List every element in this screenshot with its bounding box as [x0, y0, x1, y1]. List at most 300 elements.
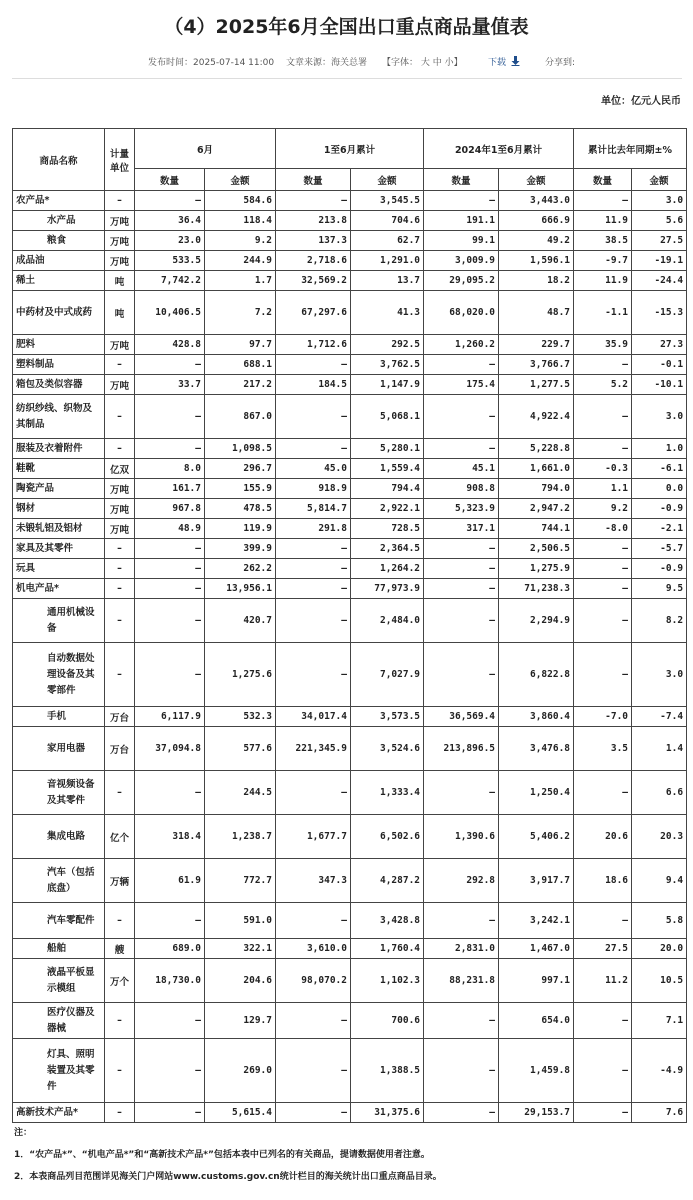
cell-ay: 728.5: [351, 519, 424, 539]
cell-qy: –: [276, 1003, 351, 1039]
cell-ay: 3,428.8: [351, 903, 424, 939]
cell-ay: 4,287.2: [351, 859, 424, 903]
cell-qp: 99.1: [424, 231, 499, 251]
cell-product-name: 汽车（包括底盘）: [13, 859, 105, 903]
cell-a6: 13,956.1: [205, 579, 276, 599]
cell-ap: 3,860.4: [499, 707, 574, 727]
header-amt: 金额: [205, 169, 276, 191]
cell-unit: –: [105, 1103, 135, 1123]
cell-product-name: 箱包及类似容器: [13, 375, 105, 395]
cell-pq: –: [574, 559, 632, 579]
cell-a6: 399.9: [205, 539, 276, 559]
cell-qy: 918.9: [276, 479, 351, 499]
cell-q6: 8.0: [135, 459, 205, 479]
cell-pq: 18.6: [574, 859, 632, 903]
table-row: [13, 355, 687, 375]
cell-product-name: 音视频设备及其零件: [13, 771, 105, 815]
cell-a6: 688.1: [205, 355, 276, 375]
cell-unit: –: [105, 599, 135, 643]
cell-pa: -10.1: [632, 375, 687, 395]
cell-qy: 184.5: [276, 375, 351, 395]
cell-a6: 772.7: [205, 859, 276, 903]
header-qty: 数量: [424, 169, 499, 191]
cell-product-name: 家具及其零件: [13, 539, 105, 559]
cell-pa: 1.0: [632, 439, 687, 459]
cell-q6: –: [135, 771, 205, 815]
cell-pq: –: [574, 539, 632, 559]
table-row: [13, 499, 687, 519]
cell-pq: –: [574, 1103, 632, 1123]
cell-product-name: 塑料制品: [13, 355, 105, 375]
cell-a6: 269.0: [205, 1039, 276, 1103]
cell-qy: 1,712.6: [276, 335, 351, 355]
cell-product-name: 自动数据处理设备及其零部件: [13, 643, 105, 707]
cell-qp: 5,323.9: [424, 499, 499, 519]
cell-ay: 3,524.6: [351, 727, 424, 771]
cell-qp: 292.8: [424, 859, 499, 903]
cell-product-name: 陶瓷产品: [13, 479, 105, 499]
cell-q6: –: [135, 1003, 205, 1039]
cell-ap: 1,277.5: [499, 375, 574, 395]
cell-product-name: 集成电路: [13, 815, 105, 859]
cell-product-name: 钢材: [13, 499, 105, 519]
cell-a6: 217.2: [205, 375, 276, 395]
cell-q6: –: [135, 599, 205, 643]
cell-pq: –: [574, 599, 632, 643]
table-row: [13, 519, 687, 539]
table-row: [13, 643, 687, 707]
cell-unit: –: [105, 643, 135, 707]
cell-unit: 万吨: [105, 479, 135, 499]
cell-qp: 2,831.0: [424, 939, 499, 959]
cell-pa: -0.9: [632, 559, 687, 579]
cell-pq: –: [574, 1039, 632, 1103]
cell-product-name: 汽车零配件: [13, 903, 105, 939]
cell-ay: 41.3: [351, 291, 424, 335]
notes-label: 注：: [14, 1128, 33, 1138]
cell-ay: 2,484.0: [351, 599, 424, 643]
cell-ay: 6,502.6: [351, 815, 424, 859]
cell-a6: 577.6: [205, 727, 276, 771]
header-prev: 2024年1至6月累计: [424, 129, 574, 169]
table-row: [13, 599, 687, 643]
note-2: 2．本表商品列目范围详见海关门户网站www.customs.gov.cn统计栏目的海关统计出口重点商品目录。: [14, 1172, 442, 1182]
cell-a6: 1,238.7: [205, 815, 276, 859]
cell-qp: 213,896.5: [424, 727, 499, 771]
table-row: [13, 539, 687, 559]
cell-qp: 68,020.0: [424, 291, 499, 335]
cell-qy: 291.8: [276, 519, 351, 539]
cell-qy: –: [276, 539, 351, 559]
cell-qy: 1,677.7: [276, 815, 351, 859]
cell-qy: –: [276, 395, 351, 439]
table-row: [13, 959, 687, 1003]
cell-product-name: 稀土: [13, 271, 105, 291]
cell-qp: –: [424, 191, 499, 211]
header-amt: 金额: [632, 169, 687, 191]
cell-ap: 1,250.4: [499, 771, 574, 815]
cell-q6: –: [135, 579, 205, 599]
header-amt: 金额: [499, 169, 574, 191]
table-row: [13, 251, 687, 271]
cell-ap: 666.9: [499, 211, 574, 231]
cell-qy: 67,297.6: [276, 291, 351, 335]
cell-a6: 5,615.4: [205, 1103, 276, 1123]
cell-q6: 533.5: [135, 251, 205, 271]
cell-unit: 吨: [105, 271, 135, 291]
header-amt: 金额: [351, 169, 424, 191]
cell-pa: 7.6: [632, 1103, 687, 1123]
cell-qy: 32,569.2: [276, 271, 351, 291]
cell-ap: 1,467.0: [499, 939, 574, 959]
cell-a6: 591.0: [205, 903, 276, 939]
cell-unit: 万辆: [105, 859, 135, 903]
table-row: [13, 771, 687, 815]
cell-pa: -19.1: [632, 251, 687, 271]
cell-a6: 867.0: [205, 395, 276, 439]
note-1: 1．“农产品*”、“机电产品*”和“高新技术产品*”包括本表中已列名的有关商品，提请数据使用者注意。: [14, 1150, 430, 1160]
header-june: 6月: [135, 129, 276, 169]
table-row: [13, 375, 687, 395]
cell-q6: –: [135, 1039, 205, 1103]
download-link[interactable]: [488, 55, 520, 68]
cell-ap: 29,153.7: [499, 1103, 574, 1123]
cell-pa: 8.2: [632, 599, 687, 643]
cell-a6: 244.9: [205, 251, 276, 271]
cell-qp: –: [424, 539, 499, 559]
cell-ay: 3,573.5: [351, 707, 424, 727]
cell-ay: 700.6: [351, 1003, 424, 1039]
cell-unit: –: [105, 771, 135, 815]
cell-a6: 1,098.5: [205, 439, 276, 459]
cell-qp: –: [424, 355, 499, 375]
cell-q6: –: [135, 559, 205, 579]
cell-q6: 161.7: [135, 479, 205, 499]
cell-pa: 27.5: [632, 231, 687, 251]
cell-qp: 317.1: [424, 519, 499, 539]
cell-ap: 3,476.8: [499, 727, 574, 771]
cell-q6: 36.4: [135, 211, 205, 231]
cell-unit: 万台: [105, 707, 135, 727]
table-row: [13, 903, 687, 939]
cell-a6: 204.6: [205, 959, 276, 1003]
cell-qp: –: [424, 395, 499, 439]
download-arrow-icon[interactable]: [511, 56, 520, 66]
notes: [14, 1122, 684, 1188]
cell-ay: 2,922.1: [351, 499, 424, 519]
cell-unit: 万吨: [105, 499, 135, 519]
cell-qy: –: [276, 599, 351, 643]
cell-pa: 9.4: [632, 859, 687, 903]
cell-a6: 244.5: [205, 771, 276, 815]
cell-ap: 744.1: [499, 519, 574, 539]
cell-product-name: 液晶平板显示模组: [13, 959, 105, 1003]
table-row: [13, 727, 687, 771]
cell-qy: 5,814.7: [276, 499, 351, 519]
cell-product-name: 家用电器: [13, 727, 105, 771]
cell-pa: 27.3: [632, 335, 687, 355]
article-source: 文章来源：海关总署: [286, 58, 368, 68]
cell-ay: 1,388.5: [351, 1039, 424, 1103]
cell-q6: 10,406.5: [135, 291, 205, 335]
cell-qp: 1,390.6: [424, 815, 499, 859]
cell-ay: 1,559.4: [351, 459, 424, 479]
cell-qp: –: [424, 579, 499, 599]
cell-a6: 262.2: [205, 559, 276, 579]
cell-pa: -7.4: [632, 707, 687, 727]
cell-a6: 478.5: [205, 499, 276, 519]
cell-product-name: 通用机械设备: [13, 599, 105, 643]
cell-pq: 1.1: [574, 479, 632, 499]
cell-qy: –: [276, 903, 351, 939]
cell-ap: 654.0: [499, 1003, 574, 1039]
cell-ap: 48.7: [499, 291, 574, 335]
cell-qy: 98,070.2: [276, 959, 351, 1003]
header-yoy: 累计比去年同期±%: [574, 129, 687, 169]
cell-ay: 1,264.2: [351, 559, 424, 579]
cell-unit: 吨: [105, 291, 135, 335]
cell-pq: -8.0: [574, 519, 632, 539]
cell-a6: 118.4: [205, 211, 276, 231]
cell-q6: 428.8: [135, 335, 205, 355]
cell-ay: 3,762.5: [351, 355, 424, 375]
header-qty: 数量: [135, 169, 205, 191]
cell-pa: 20.0: [632, 939, 687, 959]
cell-qp: 88,231.8: [424, 959, 499, 1003]
header-divider: [12, 78, 682, 79]
cell-ap: 5,406.2: [499, 815, 574, 859]
export-table: [12, 128, 687, 1123]
cell-a6: 296.7: [205, 459, 276, 479]
cell-pq: 11.9: [574, 271, 632, 291]
cell-pq: 5.2: [574, 375, 632, 395]
table-body: [13, 191, 687, 1123]
cell-product-name: 水产品: [13, 211, 105, 231]
cell-ay: 2,364.5: [351, 539, 424, 559]
cell-pa: 20.3: [632, 815, 687, 859]
cell-ay: 5,280.1: [351, 439, 424, 459]
cell-qp: –: [424, 643, 499, 707]
cell-product-name: 农产品*: [13, 191, 105, 211]
cell-qp: –: [424, 1039, 499, 1103]
cell-ap: 49.2: [499, 231, 574, 251]
cell-pa: 0.0: [632, 479, 687, 499]
cell-pa: 7.1: [632, 1003, 687, 1039]
table-row: [13, 1003, 687, 1039]
cell-pq: -0.3: [574, 459, 632, 479]
cell-qy: 2,718.6: [276, 251, 351, 271]
cell-unit: 万吨: [105, 375, 135, 395]
cell-ay: 77,973.9: [351, 579, 424, 599]
cell-pa: 5.6: [632, 211, 687, 231]
cell-pa: -15.3: [632, 291, 687, 335]
cell-pq: 35.9: [574, 335, 632, 355]
table-row: [13, 579, 687, 599]
table-row: [13, 395, 687, 439]
cell-product-name: 纺织纱线、织物及其制品: [13, 395, 105, 439]
table-row: [13, 939, 687, 959]
cell-ap: 3,242.1: [499, 903, 574, 939]
cell-a6: 1.7: [205, 271, 276, 291]
cell-pa: 1.4: [632, 727, 687, 771]
cell-q6: 48.9: [135, 519, 205, 539]
cell-a6: 129.7: [205, 1003, 276, 1039]
cell-qy: 213.8: [276, 211, 351, 231]
table-row: [13, 291, 687, 335]
cell-ap: 2,506.5: [499, 539, 574, 559]
cell-pq: –: [574, 191, 632, 211]
table-row: [13, 335, 687, 355]
cell-product-name: 肥料: [13, 335, 105, 355]
cell-pa: -4.9: [632, 1039, 687, 1103]
cell-product-name: 手机: [13, 707, 105, 727]
cell-ay: 13.7: [351, 271, 424, 291]
cell-qp: –: [424, 559, 499, 579]
cell-qp: 908.8: [424, 479, 499, 499]
cell-qy: 221,345.9: [276, 727, 351, 771]
cell-q6: 7,742.2: [135, 271, 205, 291]
cell-ay: 3,545.5: [351, 191, 424, 211]
cell-pq: –: [574, 1003, 632, 1039]
cell-qy: –: [276, 771, 351, 815]
cell-product-name: 高新技术产品*: [13, 1103, 105, 1123]
cell-qp: –: [424, 903, 499, 939]
cell-ap: 3,443.0: [499, 191, 574, 211]
table-row: [13, 479, 687, 499]
cell-pa: 10.5: [632, 959, 687, 1003]
cell-q6: –: [135, 439, 205, 459]
cell-a6: 9.2: [205, 231, 276, 251]
cell-a6: 1,275.6: [205, 643, 276, 707]
header-ytd: 1至6月累计: [276, 129, 424, 169]
cell-product-name: 灯具、照明装置及其零件: [13, 1039, 105, 1103]
cell-unit: –: [105, 191, 135, 211]
publish-time: 发布时间：2025-07-14 11:00: [148, 58, 275, 68]
cell-q6: 23.0: [135, 231, 205, 251]
font-size-controls[interactable]: 【字体： 大 中 小】: [382, 58, 463, 68]
cell-pq: -9.7: [574, 251, 632, 271]
cell-unit: 万个: [105, 959, 135, 1003]
cell-q6: –: [135, 355, 205, 375]
cell-q6: 33.7: [135, 375, 205, 395]
table-row: [13, 271, 687, 291]
cell-qy: –: [276, 355, 351, 375]
cell-product-name: 未锻轧铝及铝材: [13, 519, 105, 539]
cell-qp: 1,260.2: [424, 335, 499, 355]
header-qty: 数量: [574, 169, 632, 191]
cell-pa: -0.1: [632, 355, 687, 375]
cell-product-name: 医疗仪器及器械: [13, 1003, 105, 1039]
table-row: [13, 707, 687, 727]
page-title: （4）2025年6月全国出口重点商品量值表: [164, 16, 529, 38]
cell-pq: 20.6: [574, 815, 632, 859]
table-row: [13, 211, 687, 231]
cell-ap: 2,294.9: [499, 599, 574, 643]
cell-pq: –: [574, 643, 632, 707]
cell-pa: 3.0: [632, 395, 687, 439]
cell-q6: 318.4: [135, 815, 205, 859]
cell-pq: 3.5: [574, 727, 632, 771]
cell-q6: –: [135, 1103, 205, 1123]
cell-ap: 2,947.2: [499, 499, 574, 519]
share-label[interactable]: 分享到:: [545, 58, 576, 68]
table-row: [13, 1103, 687, 1123]
cell-pa: -24.4: [632, 271, 687, 291]
cell-pq: –: [574, 395, 632, 439]
cell-ap: 3,917.7: [499, 859, 574, 903]
cell-product-name: 中药材及中式成药: [13, 291, 105, 335]
table-row: [13, 439, 687, 459]
cell-qp: –: [424, 771, 499, 815]
cell-q6: 689.0: [135, 939, 205, 959]
cell-a6: 584.6: [205, 191, 276, 211]
header-unit: 计量单位: [105, 129, 135, 191]
cell-ap: 6,822.8: [499, 643, 574, 707]
table-row: [13, 859, 687, 903]
table-row: [13, 815, 687, 859]
cell-ap: 1,275.9: [499, 559, 574, 579]
cell-pq: –: [574, 439, 632, 459]
cell-ay: 1,102.3: [351, 959, 424, 1003]
download-label[interactable]: 下载: [488, 58, 507, 68]
cell-qy: 34,017.4: [276, 707, 351, 727]
cell-ap: 4,922.4: [499, 395, 574, 439]
cell-product-name: 服装及衣着附件: [13, 439, 105, 459]
cell-unit: 艘: [105, 939, 135, 959]
cell-unit: –: [105, 579, 135, 599]
cell-q6: –: [135, 539, 205, 559]
cell-q6: 37,094.8: [135, 727, 205, 771]
cell-unit: –: [105, 395, 135, 439]
cell-ay: 1,333.4: [351, 771, 424, 815]
cell-pa: 9.5: [632, 579, 687, 599]
cell-ap: 5,228.8: [499, 439, 574, 459]
cell-unit: –: [105, 1039, 135, 1103]
unit-label: 单位：亿元人民币: [601, 96, 681, 107]
cell-qy: –: [276, 439, 351, 459]
cell-qp: 175.4: [424, 375, 499, 395]
cell-qy: –: [276, 643, 351, 707]
cell-qy: 45.0: [276, 459, 351, 479]
cell-qp: –: [424, 439, 499, 459]
cell-pa: -6.1: [632, 459, 687, 479]
cell-ay: 292.5: [351, 335, 424, 355]
cell-unit: 万吨: [105, 335, 135, 355]
table-row: [13, 1039, 687, 1103]
cell-qy: 3,610.0: [276, 939, 351, 959]
table-row: [13, 191, 687, 211]
cell-ay: 1,760.4: [351, 939, 424, 959]
cell-qy: 137.3: [276, 231, 351, 251]
cell-product-name: 船舶: [13, 939, 105, 959]
cell-pa: 6.6: [632, 771, 687, 815]
cell-qp: –: [424, 599, 499, 643]
cell-unit: –: [105, 539, 135, 559]
cell-unit: –: [105, 355, 135, 375]
cell-pq: -1.1: [574, 291, 632, 335]
cell-qy: –: [276, 1039, 351, 1103]
cell-product-name: 鞋靴: [13, 459, 105, 479]
cell-pq: 11.9: [574, 211, 632, 231]
cell-pq: 9.2: [574, 499, 632, 519]
cell-qy: –: [276, 579, 351, 599]
cell-qy: 347.3: [276, 859, 351, 903]
cell-q6: 967.8: [135, 499, 205, 519]
cell-pa: -0.9: [632, 499, 687, 519]
cell-unit: –: [105, 559, 135, 579]
cell-q6: –: [135, 191, 205, 211]
cell-ay: 5,068.1: [351, 395, 424, 439]
